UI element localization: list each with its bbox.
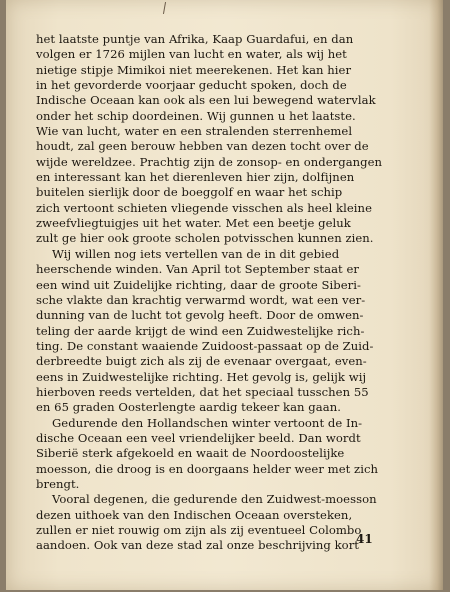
text-line: dunning van de lucht tot gevolg heeft. Door de omwen- xyxy=(36,308,364,323)
text-line: houdt, zal geen berouw hebben van dezen tocht over de xyxy=(36,139,369,154)
text-line: onder het schip doordeinen. Wij gunnen u het laatste. xyxy=(36,108,356,123)
text-line: brengt. xyxy=(36,476,80,491)
text-line: dezen uithoek van den Indischen Oceaan oversteken, xyxy=(36,507,353,522)
text-line: dische Oceaan een veel vriendelijker beeld. Dan wordt xyxy=(36,430,361,445)
text-line: nietige stipje Mimikoi niet meerekenen. Het kan hier xyxy=(36,62,352,77)
text-line: wijde wereldzee. Prachtig zijn de zonsop- en ondergangen xyxy=(36,154,383,169)
text-line: buitelen sierlijk door de boeggolf en waar het schip xyxy=(36,185,343,200)
text-line: zich vertoont schieten vliegende visschen als heel kleine xyxy=(36,200,372,215)
book-page xyxy=(6,0,443,590)
text-line: Wij willen nog iets vertellen van de in dit gebied xyxy=(52,246,340,261)
text-line: moesson, die droog is en doorgaans helder weer met zich xyxy=(36,461,379,476)
paragraph xyxy=(36,416,434,493)
text-line: derbreedte buigt zich als zij de evenaar overgaat, even- xyxy=(36,354,367,369)
text-line: ting. De constant waaiende Zuidoost-passaat op de Zuid- xyxy=(36,338,374,353)
page-number: 41 xyxy=(356,532,373,546)
text-line: aandoen. Ook van deze stad zal onze beschrijving kort xyxy=(36,538,360,553)
text-line: en interessant kan het dierenleven hier zijn, dolfijnen xyxy=(36,170,355,185)
text-line: zult ge hier ook groote scholen potvisschen kunnen zien. xyxy=(36,231,374,246)
text-line: Indische Oceaan kan ook als een lui bewegend watervlak xyxy=(36,93,376,108)
text-line: eens in Zuidwestelijke richting. Het gevolg is, gelijk wij xyxy=(36,369,367,384)
paragraph xyxy=(36,492,434,553)
text-line: Vooral degenen, die gedurende den Zuidwest-moesson xyxy=(52,492,377,507)
text-line: heerschende winden. Van April tot September staat er xyxy=(36,262,359,277)
paragraph xyxy=(36,32,434,247)
text-line: een wind uit Zuidelijke richting, daar de groote Siberi- xyxy=(36,277,362,292)
text-line: volgen er 1726 mijlen van lucht en water, als wij het xyxy=(36,47,347,62)
text-line: hierboven reeds vertelden, dat het speciaal tusschen 55 xyxy=(36,384,369,399)
text-line: zweefvliegtuigjes uit het water. Met een beetje geluk xyxy=(36,216,351,231)
text-line: en 65 graden Oosterlengte aardig tekeer kan gaan. xyxy=(36,400,341,415)
text-line: teling der aarde krijgt de wind een Zuidwestelijke rich- xyxy=(36,323,365,338)
text-line: Gedurende den Hollandschen winter vertoont de In- xyxy=(52,415,363,430)
text-line: het laatste puntje van Afrika, Kaap Guardafui, en dan xyxy=(36,32,354,46)
paragraph xyxy=(36,247,434,416)
text-line: Wie van lucht, water en een stralenden sterrenhemel xyxy=(36,124,353,139)
text-line: zullen er niet rouwig om zijn als zij eventueel Colombo xyxy=(36,523,362,537)
text-line: sche vlakte dan krachtig verwarmd wordt, wat een ver- xyxy=(36,292,366,307)
text-line: in het gevorderde voorjaar geducht spoken, doch de xyxy=(36,78,347,93)
body-text xyxy=(36,32,434,554)
text-line: Siberië sterk afgekoeld en waait de Noordoostelijke xyxy=(36,446,345,461)
pencil-mark xyxy=(163,2,166,14)
